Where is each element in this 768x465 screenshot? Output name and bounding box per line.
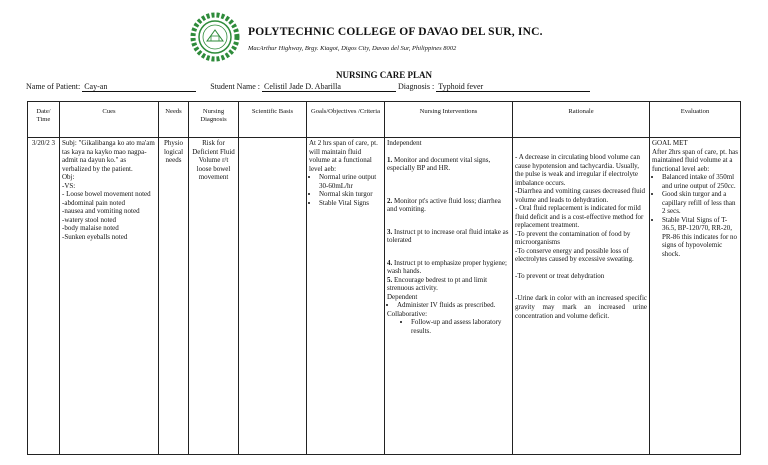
college-name: POLYTECHNIC COLLEGE OF DAVAO DEL SUR, INC. <box>248 26 543 38</box>
rationale-line: -Diarrhea and vomiting causes decreased fluid volume and leads to dehydration. <box>515 187 646 204</box>
rationale-cell <box>513 138 650 455</box>
needs-cell: Physio logical needs <box>159 138 189 455</box>
cue-line: Subj: "Gikalibanga ko ato ma'am tas kaya na kayko mao nagpa-admit na dayun ko." as verbalized by the patient. <box>62 139 155 173</box>
list-item <box>387 276 510 293</box>
item-text: Monitor pt's active fluid loss; diarrhea and vomiting. <box>387 196 501 214</box>
list-item <box>387 197 510 214</box>
list-item <box>387 228 510 245</box>
list-item: • Normal urine output 30-60mL/hr <box>319 173 382 190</box>
patient-info-line <box>26 82 590 92</box>
list-item <box>387 259 510 276</box>
col-header-cues: Cues <box>60 102 159 138</box>
cue-line: -nausea and vomiting noted <box>62 207 140 216</box>
collaborative-list <box>387 318 510 335</box>
item-text: Monitor and document vital signs, especially BP and HR. <box>387 155 491 173</box>
date-cell: 3/20/2 3 <box>28 138 60 455</box>
cue-line: -body malaise noted <box>62 224 119 233</box>
col-header-evaluation: Evaluation <box>650 102 741 138</box>
patient-value: Cay-an <box>82 82 196 92</box>
diagnosis-label: Diagnosis : <box>398 82 435 91</box>
item-number: 2. <box>387 196 393 205</box>
cue-line: -abdominal pain noted <box>62 198 125 207</box>
list-item <box>387 156 510 173</box>
item-text: Encourage bedrest to pt and limit strenuous activity. <box>387 275 488 293</box>
item-text: Instruct pt to increase oral fluid intake as tolerated <box>387 227 509 245</box>
cues-cell <box>60 138 159 455</box>
scientific-basis-cell <box>239 138 307 455</box>
cue-line: -Sunken eyeballs noted <box>62 232 128 241</box>
item-number: 4. <box>387 258 393 267</box>
cue-line: Obj: <box>62 173 75 182</box>
col-header-interventions: Nursing Interventions <box>385 102 513 138</box>
item-text: Instruct pt to emphasize proper hygiene; wash hands. <box>387 258 507 276</box>
list-item: • Normal skin turgor <box>319 190 382 199</box>
col-header-scientific-basis: Scientific Basis <box>239 102 307 138</box>
list-item: • Stable Vital Signs of T-36.5, BP-120/70, RR-20, PR-86 this indicates for no signs of hypovolemic shock. <box>662 216 738 259</box>
evaluation-heading: GOAL MET <box>652 139 688 147</box>
col-header-date: Date/ Time <box>28 102 60 138</box>
item-number: 5. <box>387 275 393 284</box>
evaluation-cell <box>650 138 741 455</box>
dependent-list <box>387 301 510 310</box>
goals-intro: At 2 hrs span of care, pt. will maintain fluid volume at a functional level aeb: <box>309 139 378 173</box>
table-row <box>28 138 741 455</box>
cue-line: -VS: <box>62 181 76 190</box>
list-item: • Stable Vital Signs <box>319 199 382 208</box>
student-label: Student Name : <box>210 82 260 91</box>
col-header-rationale: Rationale <box>513 102 650 138</box>
goals-list <box>309 173 382 207</box>
rationale-line: -To conserve energy and possible loss of electrolytes caused by excessive sweating. <box>515 246 634 264</box>
item-number: 3. <box>387 227 393 236</box>
col-header-diagnosis: Nursing Diagnosis <box>189 102 239 138</box>
list-item: • Good skin turgor and a capillary refill of less than 2 secs. <box>662 190 738 216</box>
cue-line: - Loose bowel movement noted <box>62 190 151 199</box>
page-title: NURSING CARE PLAN <box>335 70 432 80</box>
collaborative-heading: Collaborative: <box>387 309 428 318</box>
list-item: • Administer IV fluids as prescribed. <box>397 301 510 310</box>
table-header-row <box>28 102 741 138</box>
patient-label: Name of Patient: <box>26 82 81 91</box>
col-header-needs: Needs <box>159 102 189 138</box>
rationale-line: - Oral fluid replacement is indicated for mild fluid deficit and is a cost-effective method for replacement treatment. <box>515 204 644 230</box>
goals-cell <box>307 138 385 455</box>
college-seal-logo <box>190 12 240 62</box>
student-value: Celistil Jade D. Abarilla <box>262 82 396 92</box>
evaluation-intro: After 2hrs span of care, pt. has maintained fluid volume at a functional level aeb: <box>652 147 738 173</box>
rationale-line: - A decrease in circulating blood volume can cause hypotension and tachycardia. Usually, the pulse is weak and irregular if electrolyte imbalance occurs. <box>515 153 640 187</box>
rationale-line: -To prevent the contamination of food by microorganisms <box>515 229 631 247</box>
item-number: 1. <box>387 155 393 164</box>
dependent-heading: Dependent <box>387 292 418 301</box>
diagnosis-cell: Risk for Deficient Fluid Volume r/t loose bowel movement <box>189 138 239 455</box>
evaluation-list <box>652 173 738 258</box>
interventions-cell <box>385 138 513 455</box>
list-item: • Follow-up and assess laboratory results. <box>411 318 510 335</box>
rationale-line: -To prevent or treat dehydration <box>515 271 605 280</box>
independent-heading: Independent <box>387 139 422 147</box>
rationale-line: -Urine dark in color with an increased specific gravity may mark an increased urine concentration and volume deficit. <box>515 294 647 320</box>
care-plan-table <box>27 101 741 455</box>
cue-line: -watery stool noted <box>62 215 117 224</box>
diagnosis-value: Typhoid fever <box>436 82 590 92</box>
list-item: • Balanced intake of 350ml and urine output of 250cc. <box>662 173 738 190</box>
col-header-goals: Goals/Objectives /Criteria <box>307 102 385 138</box>
college-address: MacArthur Highway, Brgy. Kiagot, Digos City, Davao del Sur, Philippines 8002 <box>248 45 457 52</box>
